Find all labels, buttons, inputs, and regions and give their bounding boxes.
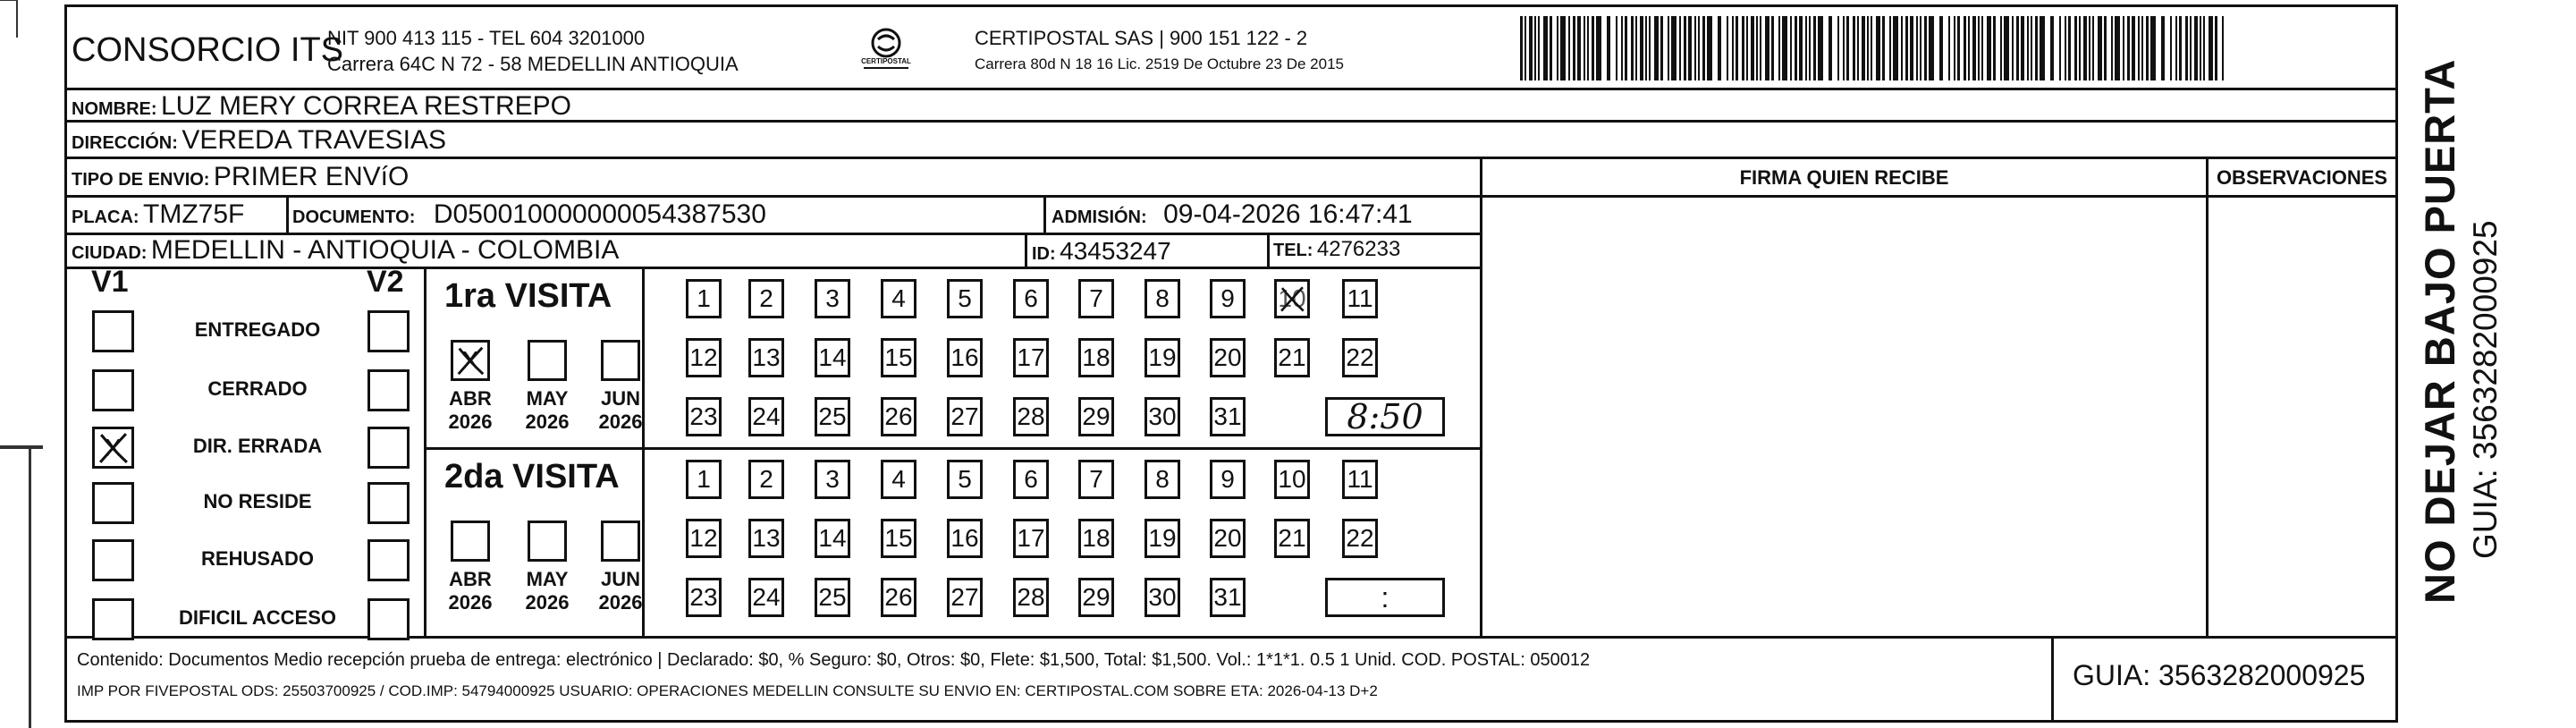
documento-value: D050010000000054387530	[433, 199, 766, 229]
box-text: X	[105, 433, 122, 461]
barcode-bar	[2170, 16, 2172, 80]
barcode-bar	[2074, 16, 2077, 80]
footer-contenido: Contenido: Documentos Medio recepción prueba de entrega: electrónico | Declarado: $0, % Seguro: $0, Otros: $0, Flete: $1,500, Total: $1,500. Vol.: 1*1*1. 0.5 1 Unid. COD. POSTAL: 050012	[77, 650, 1591, 670]
day-box[interactable]: 17	[1013, 519, 1049, 558]
grid-line	[1043, 195, 1046, 233]
grid-line	[67, 88, 2395, 90]
ciudad-label: CIUDAD:	[72, 243, 148, 263]
day-box[interactable]: 27	[947, 397, 983, 436]
barcode-bar	[1746, 16, 1748, 80]
barcode-bar	[1939, 16, 1943, 80]
barcode-bar	[2123, 16, 2124, 80]
tipo-envio-row	[72, 162, 409, 192]
month-label: JUN	[600, 568, 640, 590]
barcode-bar	[1529, 16, 1533, 80]
barcode-bar	[1654, 16, 1659, 80]
tel-row	[1273, 237, 1400, 262]
v2-checkbox[interactable]	[367, 310, 410, 352]
barcode-bar	[2203, 16, 2205, 80]
month-checkbox[interactable]	[451, 340, 490, 381]
certipostal-logo	[857, 25, 916, 77]
barcode-bar	[1684, 16, 1686, 80]
barcode-bar	[1778, 16, 1780, 80]
barcode-bar	[1809, 16, 1811, 80]
month-checkbox[interactable]	[451, 521, 490, 562]
barcode-bar	[1893, 16, 1898, 80]
day-box[interactable]: 20	[1210, 338, 1246, 377]
barcode-bar	[1534, 16, 1536, 80]
day-box[interactable]: 4	[881, 460, 916, 499]
day-box[interactable]: 5	[947, 279, 983, 318]
v1-checkbox[interactable]	[92, 369, 134, 411]
barcode-bar	[1607, 16, 1610, 80]
day-box[interactable]: 7	[1078, 460, 1114, 499]
day-box[interactable]: 6	[1013, 279, 1049, 318]
placa-value: TMZ75F	[143, 199, 245, 229]
month-checkbox[interactable]	[528, 521, 567, 562]
ciudad-value: MEDELLIN - ANTIOQUIA - COLOMBIA	[150, 235, 620, 265]
barcode-bar	[1671, 16, 1677, 80]
barcode-bar	[1846, 16, 1849, 80]
barcode-bar	[1916, 16, 1918, 80]
day-box[interactable]: 22	[1342, 338, 1378, 377]
barcode-bar	[1795, 16, 1797, 80]
day-box[interactable]: 25	[815, 397, 850, 436]
barcode-bar	[1853, 16, 1855, 80]
handwritten-x-mark	[453, 343, 487, 378]
barcode-bar	[1805, 16, 1807, 80]
barcode-bar	[1790, 16, 1792, 80]
barcode-bar	[1905, 16, 1908, 80]
barcode-bar	[1645, 16, 1647, 80]
barcode-bar	[2050, 16, 2054, 80]
status-option-label: DIFICIL ACCESO	[178, 606, 336, 629]
visit-title: 2da VISITA	[444, 458, 620, 495]
barcode	[1520, 16, 2226, 80]
barcode-bar	[1660, 16, 1663, 80]
visit-time-box[interactable]: 8:50	[1325, 397, 1445, 436]
v2-checkbox[interactable]	[367, 369, 410, 411]
grid-line	[67, 267, 1482, 269]
barcode-bar	[2175, 16, 2177, 80]
day-box[interactable]: 15	[881, 519, 916, 558]
admision-value: 09-04-2026 16:47:41	[1163, 199, 1413, 229]
day-box[interactable]: 9	[1210, 279, 1246, 318]
barcode-bar	[1625, 16, 1627, 80]
barcode-bar	[1520, 16, 1523, 80]
barcode-bar	[1771, 16, 1774, 80]
month-label: MAY	[526, 387, 569, 410]
day-box[interactable]: 27	[947, 578, 983, 617]
barcode-bar	[1524, 16, 1526, 80]
barcode-bar	[1573, 16, 1575, 80]
barcode-bar	[2150, 16, 2156, 80]
barcode-bar	[2138, 16, 2140, 80]
v1-checkbox[interactable]	[92, 310, 134, 352]
barcode-bar	[1742, 16, 1744, 80]
day-box[interactable]: 11	[1342, 279, 1378, 318]
v1-checkbox[interactable]	[92, 482, 134, 524]
day-box[interactable]: 4	[881, 279, 916, 318]
barcode-bar	[2209, 16, 2213, 80]
day-box[interactable]: 16	[947, 519, 983, 558]
day-box[interactable]: 21	[1274, 519, 1310, 558]
barcode-bar	[1901, 16, 1903, 80]
barcode-bar	[1948, 16, 1950, 80]
grid-line	[2051, 636, 2054, 723]
documento-row	[292, 199, 766, 230]
barcode-bar	[2179, 16, 2182, 80]
barcode-bar	[2146, 16, 2149, 80]
day-box[interactable]: 7	[1078, 279, 1114, 318]
barcode-bar	[1557, 16, 1558, 80]
tipo-envio-label: TIPO DE ENVIO:	[72, 170, 210, 190]
day-box[interactable]: 23	[686, 397, 722, 436]
admision-label: ADMISIÓN:	[1052, 207, 1147, 227]
barcode-bar	[1818, 16, 1823, 80]
day-box[interactable]: 8	[1144, 279, 1180, 318]
barcode-bar	[2089, 16, 2090, 80]
nombre-row	[72, 91, 571, 122]
barcode-bar	[1882, 16, 1885, 80]
barcode-bar	[2068, 16, 2071, 80]
barcode-bar	[2079, 16, 2081, 80]
day-box[interactable]: 21	[1274, 338, 1310, 377]
barcode-bar	[2092, 16, 2094, 80]
handwritten-x-mark	[95, 429, 131, 466]
day-box[interactable]: 22	[1342, 519, 1378, 558]
day-box[interactable]: 24	[748, 397, 784, 436]
barcode-bar	[2012, 16, 2014, 80]
barcode-bar	[1843, 16, 1845, 80]
day-box[interactable]: 15	[881, 338, 916, 377]
admision-row	[1052, 199, 1413, 230]
month-label: JUN	[600, 387, 640, 410]
barcode-bar	[1760, 16, 1761, 80]
day-box[interactable]: 14	[815, 519, 850, 558]
box-text: X	[461, 346, 479, 374]
month-year: 2026	[525, 411, 570, 433]
barcode-bar	[2004, 16, 2009, 80]
id-label: ID:	[1032, 244, 1056, 264]
margin-mark-top	[0, 0, 18, 1]
day-box[interactable]: 18	[1078, 338, 1114, 377]
barcode-bar	[1640, 16, 1643, 80]
day-box[interactable]: 13	[748, 519, 784, 558]
month-checkbox[interactable]	[528, 340, 567, 381]
day-box[interactable]: 19	[1144, 338, 1180, 377]
day-box[interactable]: 28	[1013, 578, 1049, 617]
barcode-bar	[2194, 16, 2198, 80]
barcode-bar	[1751, 16, 1754, 80]
barcode-bar	[2127, 16, 2130, 80]
company-name: CONSORCIO ITS	[72, 31, 344, 69]
day-box[interactable]: 10	[1274, 460, 1310, 499]
status-option-label: CERRADO	[207, 377, 308, 400]
barcode-bar	[1813, 16, 1816, 80]
footer-impresion: IMP POR FIVEPOSTAL ODS: 25503700925 / COD.IMP: 54794000925 USUARIO: OPERACIONES MEDELLIN CONSULTE SU ENVIO EN: CERTIPOSTAL.COM SOBRE ETA: 2026-04-13 D+2	[77, 682, 1378, 699]
day-box[interactable]: 29	[1078, 397, 1114, 436]
v1-checkbox[interactable]	[92, 539, 134, 581]
barcode-bar	[1679, 16, 1681, 80]
barcode-bar	[1694, 16, 1696, 80]
barcode-bar	[1592, 16, 1594, 80]
barcode-bar	[2016, 16, 2019, 80]
grid-line	[1480, 157, 1482, 636]
barcode-bar	[2065, 16, 2066, 80]
day-box[interactable]: 19	[1144, 519, 1180, 558]
visit-time-box[interactable]: :	[1325, 578, 1445, 617]
barcode-bar	[1587, 16, 1589, 80]
month-year: 2026	[448, 591, 493, 614]
barcode-bar	[1876, 16, 1880, 80]
grid-line	[67, 636, 2395, 639]
certipostal-logo-text: CERTIPOSTAL	[861, 57, 911, 65]
day-box[interactable]: 16	[947, 338, 983, 377]
barcode-bar	[1707, 16, 1712, 80]
day-box[interactable]: 26	[881, 578, 916, 617]
barcode-bar	[2035, 16, 2038, 80]
certipostal-address: Carrera 80d N 18 16 Lic. 2519 De Octubre 23 De 2015	[975, 55, 1344, 72]
barcode-bar	[2098, 16, 2102, 80]
month-label: ABR	[449, 568, 492, 590]
grid-line	[286, 195, 289, 233]
day-box[interactable]: 12	[686, 519, 722, 558]
day-box[interactable]: 13	[748, 338, 784, 377]
side-warning: NO DEJAR BAJO PUERTA	[2416, 58, 2463, 604]
grid-line	[67, 195, 2395, 198]
barcode-bar	[1765, 16, 1769, 80]
side-text	[2414, 58, 2557, 604]
barcode-bar	[1688, 16, 1692, 80]
id-row	[1032, 237, 1171, 266]
month-year: 2026	[598, 411, 643, 433]
barcode-bar	[1543, 16, 1548, 80]
barcode-bar	[1871, 16, 1872, 80]
barcode-bar	[1968, 16, 1970, 80]
barcode-bar	[1596, 16, 1601, 80]
tipo-envio-value: PRIMER ENVíO	[213, 162, 410, 191]
day-box[interactable]: 26	[881, 397, 916, 436]
tel-label: TEL:	[1273, 241, 1313, 260]
barcode-bar	[1837, 16, 1839, 80]
ciudad-row	[72, 235, 619, 266]
day-box[interactable]: 3	[815, 460, 850, 499]
box-text: 10	[1278, 284, 1306, 312]
margin-mark-mid	[0, 445, 43, 449]
v1-header: V1	[91, 265, 129, 299]
barcode-bar	[2215, 16, 2217, 80]
v2-checkbox[interactable]	[367, 598, 410, 640]
barcode-bar	[1924, 16, 1927, 80]
barcode-bar	[2222, 16, 2224, 80]
day-box[interactable]: 14	[815, 338, 850, 377]
grid-line	[1267, 233, 1270, 267]
barcode-bar	[2190, 16, 2192, 80]
barcode-bar	[1631, 16, 1634, 80]
day-box[interactable]: 31	[1210, 397, 1246, 436]
day-box[interactable]: 9	[1210, 460, 1246, 499]
barcode-bar	[1981, 16, 1983, 80]
barcode-bar	[2200, 16, 2201, 80]
placa-row	[72, 199, 244, 230]
barcode-bar	[1727, 16, 1728, 80]
grid-line	[2206, 157, 2209, 636]
barcode-bar	[2021, 16, 2024, 80]
barcode-bar	[2132, 16, 2135, 80]
day-box[interactable]: 8	[1144, 460, 1180, 499]
company-address: Carrera 64C N 72 - 58 MEDELLIN ANTIOQUIA	[327, 53, 739, 75]
barcode-bar	[1616, 16, 1617, 80]
v2-checkbox[interactable]	[367, 482, 410, 524]
footer-guia: GUIA: 3563282000925	[2073, 659, 2366, 691]
v2-header: V2	[367, 265, 404, 299]
barcode-bar	[1957, 16, 1960, 80]
barcode-bar	[2115, 16, 2120, 80]
month-checkbox[interactable]	[601, 521, 640, 562]
day-box[interactable]: 2	[748, 279, 784, 318]
nombre-value: LUZ MERY CORREA RESTREPO	[161, 91, 571, 121]
v2-checkbox[interactable]	[367, 539, 410, 581]
barcode-bar	[1978, 16, 1980, 80]
barcode-bar	[2104, 16, 2107, 80]
barcode-bar	[1568, 16, 1570, 80]
v1-checkbox[interactable]	[92, 427, 134, 469]
barcode-bar	[1920, 16, 1921, 80]
barcode-bar	[1736, 16, 1738, 80]
barcode-bar	[1964, 16, 1966, 80]
day-box[interactable]: 30	[1144, 578, 1180, 617]
day-box[interactable]: 31	[1210, 578, 1246, 617]
barcode-bar	[1799, 16, 1803, 80]
grid-line	[1025, 233, 1027, 267]
barcode-bar	[1929, 16, 1934, 80]
month-label: MAY	[526, 568, 569, 590]
month-year: 2026	[525, 591, 570, 614]
day-box[interactable]: 11	[1342, 460, 1378, 499]
day-box[interactable]: 18	[1078, 519, 1114, 558]
barcode-bar	[2185, 16, 2188, 80]
barcode-bar	[1698, 16, 1700, 80]
barcode-bar	[1702, 16, 1705, 80]
certipostal-info: CERTIPOSTAL SAS | 900 151 122 - 2	[975, 27, 1308, 49]
direccion-value: VEREDA TRAVESIAS	[182, 125, 447, 155]
barcode-bar	[1538, 16, 1540, 80]
barcode-bar	[1782, 16, 1787, 80]
barcode-bar	[2040, 16, 2045, 80]
barcode-bar	[2111, 16, 2113, 80]
nombre-label: NOMBRE:	[72, 99, 157, 119]
day-box[interactable]: 3	[815, 279, 850, 318]
barcode-bar	[1649, 16, 1651, 80]
barcode-bar	[2000, 16, 2002, 80]
day-box[interactable]: 1	[686, 460, 722, 499]
v1-checkbox[interactable]	[92, 598, 134, 640]
barcode-bar	[1889, 16, 1891, 80]
day-box[interactable]: 25	[815, 578, 850, 617]
barcode-bar	[1635, 16, 1637, 80]
barcode-bar	[1987, 16, 1991, 80]
barcode-bar	[1732, 16, 1734, 80]
company-nit: NIT 900 413 115 - TEL 604 3201000	[327, 27, 646, 49]
barcode-bar	[2141, 16, 2143, 80]
barcode-bar	[1560, 16, 1566, 80]
month-year: 2026	[598, 591, 643, 614]
status-option-label: DIR. ERRADA	[192, 435, 323, 457]
day-box[interactable]: 1	[686, 279, 722, 318]
firma-header: FIRMA QUIEN RECIBE	[1739, 166, 1949, 189]
day-box[interactable]: 23	[686, 578, 722, 617]
barcode-bar	[1954, 16, 1955, 80]
barcode-bar	[2161, 16, 2165, 80]
day-box[interactable]: 5	[947, 460, 983, 499]
status-option-label: REHUSADO	[201, 547, 314, 570]
barcode-bar	[1577, 16, 1581, 80]
barcode-bar	[2083, 16, 2087, 80]
grid-line	[424, 267, 427, 636]
day-box[interactable]: 17	[1013, 338, 1049, 377]
barcode-bar	[1829, 16, 1832, 80]
barcode-bar	[1668, 16, 1669, 80]
day-box[interactable]: 6	[1013, 460, 1049, 499]
month-year: 2026	[448, 411, 493, 433]
barcode-bar	[2031, 16, 2032, 80]
barcode-bar	[1993, 16, 1996, 80]
day-box[interactable]: 30	[1144, 397, 1180, 436]
status-option-label: NO RESIDE	[203, 490, 312, 512]
month-label: ABR	[449, 387, 492, 410]
grid-line	[427, 447, 1482, 450]
placa-label: PLACA:	[72, 207, 139, 227]
day-box[interactable]: 20	[1210, 519, 1246, 558]
day-box[interactable]: 12	[686, 338, 722, 377]
direccion-label: DIRECCIÓN:	[72, 133, 178, 153]
direccion-row	[72, 125, 446, 156]
barcode-bar	[1584, 16, 1585, 80]
v2-checkbox[interactable]	[367, 427, 410, 469]
grid-line	[67, 157, 2395, 159]
barcode-bar	[1550, 16, 1552, 80]
barcode-bar	[2059, 16, 2061, 80]
handwritten-x-mark	[1277, 282, 1307, 316]
barcode-bar	[2027, 16, 2029, 80]
status-option-label: ENTREGADO	[194, 318, 321, 341]
barcode-bar	[1756, 16, 1758, 80]
observaciones-header: OBSERVACIONES	[2216, 166, 2388, 189]
month-checkbox[interactable]	[601, 340, 640, 381]
barcode-bar	[1867, 16, 1869, 80]
barcode-bar	[1718, 16, 1721, 80]
tel-value: 4276233	[1316, 237, 1401, 261]
barcode-bar	[1862, 16, 1865, 80]
visit-title: 1ra VISITA	[444, 277, 612, 315]
side-guia: GUIA: 3563282000925	[2467, 220, 2504, 559]
barcode-bar	[1972, 16, 1976, 80]
day-box[interactable]	[1274, 279, 1310, 318]
id-value: 43453247	[1060, 237, 1171, 265]
barcode-bar	[1621, 16, 1623, 80]
day-box[interactable]: 2	[748, 460, 784, 499]
day-box[interactable]: 28	[1013, 397, 1049, 436]
margin-mark-top-v	[16, 0, 18, 38]
barcode-bar	[1910, 16, 1913, 80]
margin-mark-mid-v	[29, 445, 31, 728]
day-box[interactable]: 24	[748, 578, 784, 617]
documento-label: DOCUMENTO:	[292, 207, 416, 227]
day-box[interactable]: 29	[1078, 578, 1114, 617]
barcode-bar	[1857, 16, 1859, 80]
